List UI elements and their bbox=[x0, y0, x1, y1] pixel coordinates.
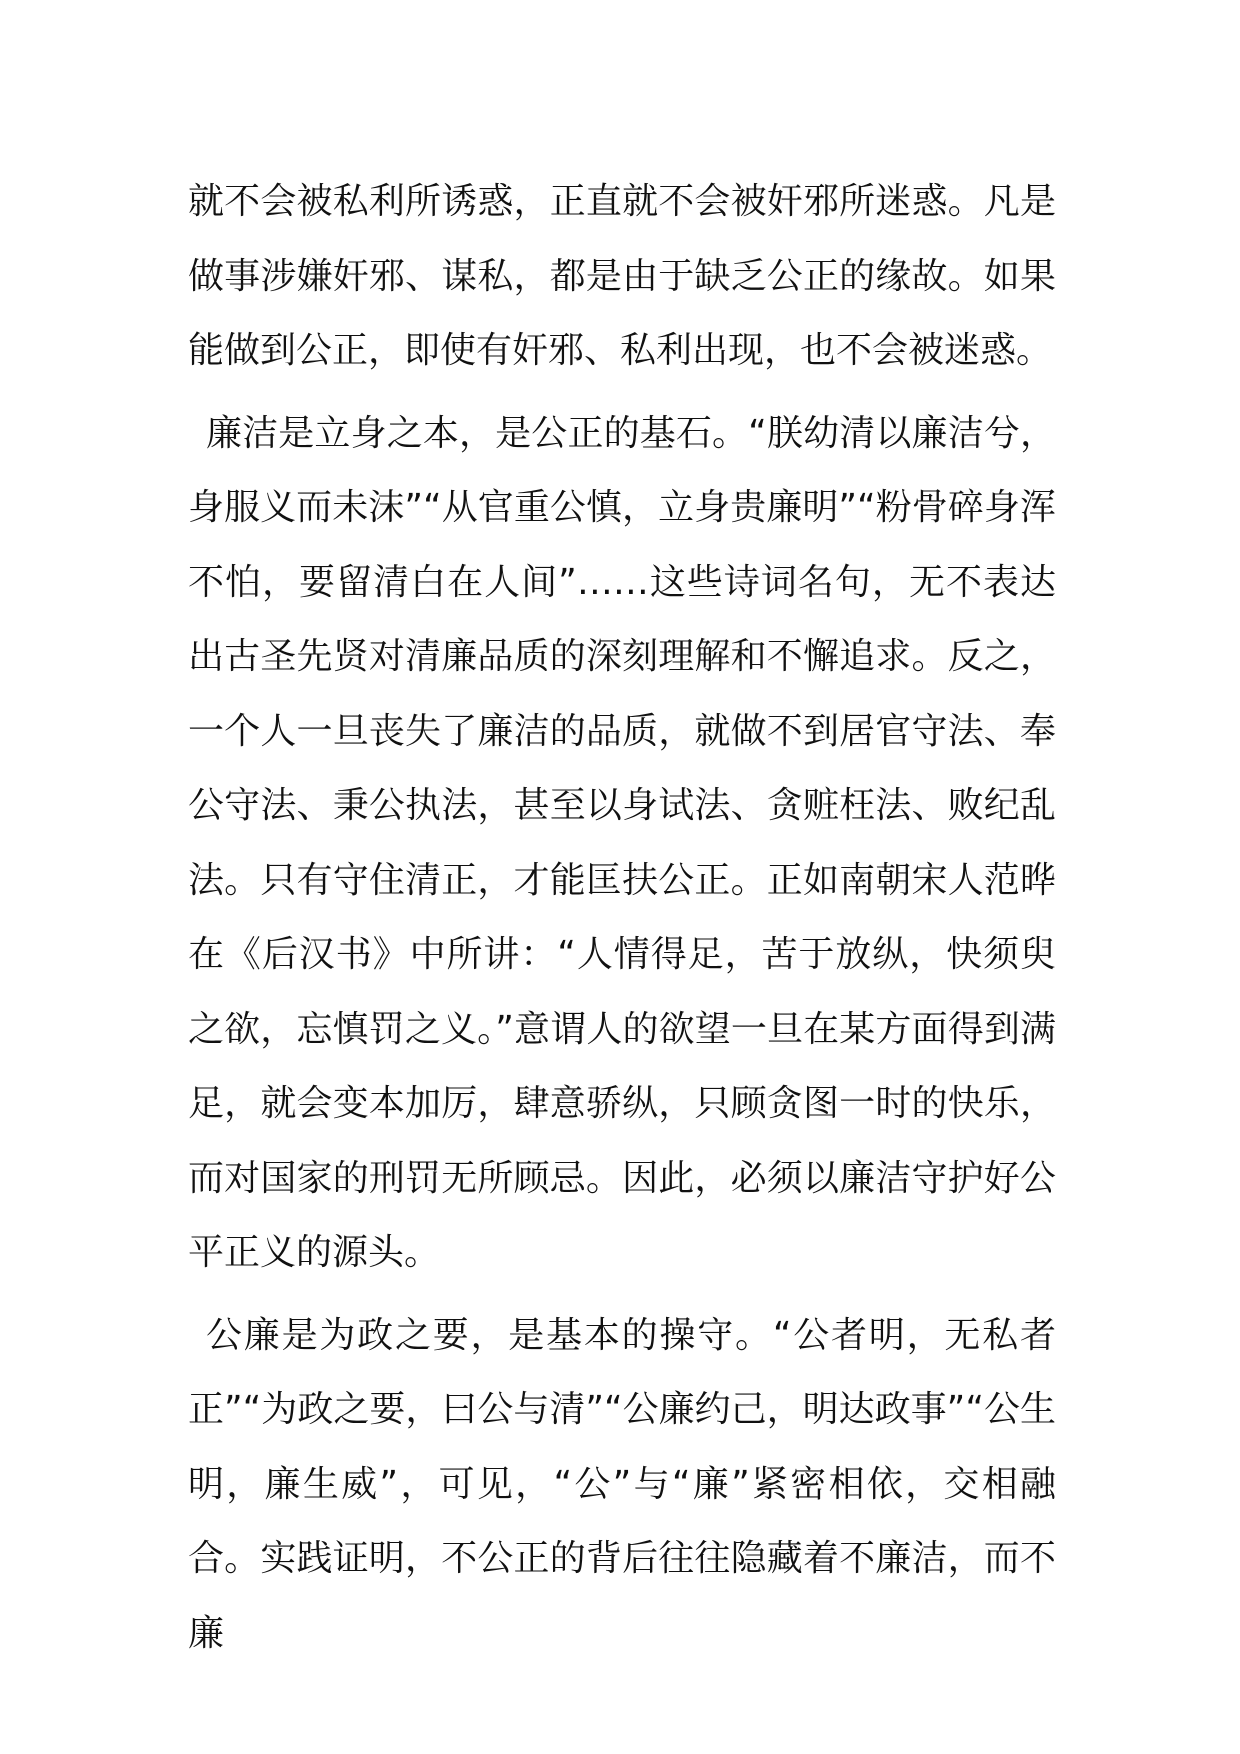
document-page bbox=[188, 165, 1056, 1679]
paragraph-1: 就不会被私利所诱惑，正直就不会被奸邪所迷惑。凡是做事涉嫌奸邪、谋私，都是由于缺乏公正的缘故。如果能做到公正，即使有奸邪、私利出现，也不会被迷惑。 bbox=[188, 181, 1056, 371]
paragraph-3: 公廉是为政之要，是基本的操守。“公者明，无私者正”“为政之要，曰公与清”“公廉约己，明达政事”“公生明，廉生威”，可见，“公”与“廉”紧密相依，交相融合。实践证明，不公正的背后往往隐藏着不廉洁，而不廉 bbox=[188, 1314, 1056, 1654]
paragraph-2: 廉洁是立身之本，是公正的基石。“朕幼清以廉洁兮，身服义而未沫”“从官重公慎，立身贵廉明”“粉骨碎身浑不怕，要留清白在人间”……这些诗词名句，无不表达出古圣先贤对清廉品质的深刻理解和不懈追求。反之，一个人一旦丧失了廉洁的品质，就做不到居官守法、奉公守法、秉公执法，甚至以身试法、贪赃枉法、败纪乱法。只有守住清正，才能匡扶公正。正如南朝宋人范晔在《后汉书》中所讲：“人情得足，苦于放纵，快须臾之欲，忘慎罚之义。”意谓人的欲望一旦在某方面得到满足，就会变本加厉，肆意骄纵，只顾贪图一时的快乐，而对国家的刑罚无所顾忌。因此，必须以廉洁守护好公平正义的源头。 bbox=[188, 412, 1056, 1273]
